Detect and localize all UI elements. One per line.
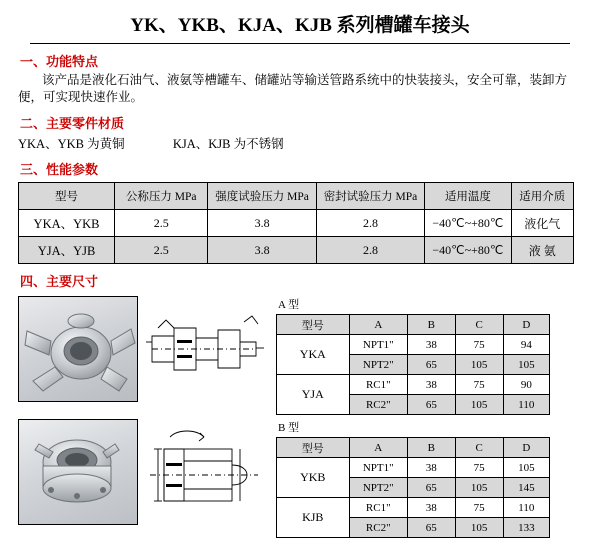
material-right: KJA、KJB 为不锈钢 — [172, 137, 284, 151]
dimB-r1-c2: 65 — [408, 478, 456, 498]
dimA-r1-c3: 105 — [455, 355, 503, 375]
dimA-header-2: B — [408, 315, 456, 335]
table-row — [277, 335, 550, 355]
dimB-header-1: A — [349, 438, 407, 458]
dimA-header-0: 型号 — [277, 315, 350, 335]
dimB-header-2: B — [408, 438, 456, 458]
dimB-r1-c4: 145 — [503, 478, 549, 498]
dimension-table-a-label: A 型 — [278, 299, 300, 311]
dimB-header-4: D — [503, 438, 549, 458]
spec-r1-c0: YJA、YJB — [19, 237, 115, 264]
dimB-header-0: 型号 — [277, 438, 350, 458]
dimB-r3-c3: 105 — [455, 518, 503, 538]
dimB-header-3: C — [455, 438, 503, 458]
spec-r1-c3: 2.8 — [316, 237, 424, 264]
title-divider — [30, 43, 570, 44]
spec-r1-c4: −40℃~+80℃ — [425, 237, 511, 264]
features-paragraph: 该产品是液化石油气、液氨等槽罐车、储罐站等输送管路系统中的快装接头，安全可靠，装卸方便，可实现快速作业。 — [18, 73, 568, 104]
dimB-model-0: YKB — [277, 458, 350, 498]
dimA-model-0: YKA — [277, 335, 350, 375]
section-heading-features: 一、功能特点 — [20, 54, 99, 69]
dimA-r2-c4: 90 — [503, 375, 549, 395]
table-header-row — [277, 315, 550, 335]
dimA-r3-c2: 65 — [408, 395, 456, 415]
dimB-r1-c1: NPT2" — [349, 478, 407, 498]
dimA-model-1: YJA — [277, 375, 350, 415]
spec-header-4: 适用温度 — [425, 183, 511, 210]
dimension-table-b — [276, 437, 550, 538]
dimB-r3-c4: 133 — [503, 518, 549, 538]
dimA-header-4: D — [503, 315, 549, 335]
dimA-r1-c1: NPT2" — [349, 355, 407, 375]
section-heading-performance: 三、性能参数 — [20, 162, 99, 177]
dimA-r3-c4: 110 — [503, 395, 549, 415]
spec-header-5: 适用介质 — [511, 183, 573, 210]
dimension-table-b-label: B 型 — [278, 422, 300, 434]
coupling-photo-a — [18, 296, 138, 402]
dimA-r0-c1: NPT1" — [349, 335, 407, 355]
spec-r0-c5: 液化气 — [511, 210, 573, 237]
dimension-row-a — [18, 296, 600, 415]
dimA-r2-c3: 75 — [455, 375, 503, 395]
spec-header-1: 公称压力 MPa — [115, 183, 208, 210]
dimA-r3-c3: 105 — [455, 395, 503, 415]
table-row — [19, 210, 574, 237]
dimA-r1-c2: 65 — [408, 355, 456, 375]
dimB-r3-c2: 65 — [408, 518, 456, 538]
table-row — [277, 458, 550, 478]
dimA-r1-c4: 105 — [503, 355, 549, 375]
dimension-table-b-wrap — [276, 419, 550, 538]
spec-header-3: 密封试验压力 MPa — [316, 183, 424, 210]
dimA-r2-c2: 38 — [408, 375, 456, 395]
spec-r1-c5: 液 氨 — [511, 237, 573, 264]
dimB-r0-c1: NPT1" — [349, 458, 407, 478]
spec-r0-c0: YKA、YKB — [19, 210, 115, 237]
dimB-r2-c4: 110 — [503, 498, 549, 518]
dimB-r3-c1: RC2" — [349, 518, 407, 538]
dimB-model-1: KJB — [277, 498, 350, 538]
coupling-drawing-b — [144, 419, 266, 523]
table-header-row — [19, 183, 574, 210]
dimB-r2-c3: 75 — [455, 498, 503, 518]
coupling-photo-b — [18, 419, 138, 525]
dimA-r3-c1: RC2" — [349, 395, 407, 415]
section-heading-dimensions: 四、主要尺寸 — [20, 274, 99, 289]
material-left: YKA、YKB 为黄铜 — [18, 137, 125, 151]
table-header-row — [277, 438, 550, 458]
dimB-r0-c3: 75 — [455, 458, 503, 478]
spec-r0-c1: 2.5 — [115, 210, 208, 237]
dimA-r2-c1: RC1" — [349, 375, 407, 395]
material-line — [18, 134, 600, 152]
dimensions-section — [0, 296, 600, 538]
dimA-r0-c4: 94 — [503, 335, 549, 355]
dimension-table-a-wrap — [276, 296, 550, 415]
dimA-r0-c2: 38 — [408, 335, 456, 355]
dimA-header-1: A — [349, 315, 407, 335]
table-row — [277, 498, 550, 518]
spec-r0-c3: 2.8 — [316, 210, 424, 237]
section-heading-material: 二、主要零件材质 — [20, 116, 125, 131]
dimB-r1-c3: 105 — [455, 478, 503, 498]
coupling-drawing-a — [144, 296, 266, 400]
page-title: YK、YKB、KJA、KJB 系列槽罐车接头 — [130, 15, 470, 36]
table-row — [277, 375, 550, 395]
spec-table — [18, 182, 574, 264]
spec-r1-c1: 2.5 — [115, 237, 208, 264]
dimA-r0-c3: 75 — [455, 335, 503, 355]
spec-r1-c2: 3.8 — [208, 237, 316, 264]
spec-r0-c4: −40℃~+80℃ — [425, 210, 511, 237]
dimB-r2-c1: RC1" — [349, 498, 407, 518]
spec-header-2: 强度试验压力 MPa — [208, 183, 316, 210]
dimension-table-a — [276, 314, 550, 415]
dimA-header-3: C — [455, 315, 503, 335]
dimension-row-b — [18, 419, 600, 538]
spec-r0-c2: 3.8 — [208, 210, 316, 237]
dimB-r2-c2: 38 — [408, 498, 456, 518]
dimB-r0-c4: 105 — [503, 458, 549, 478]
spec-header-0: 型号 — [19, 183, 115, 210]
table-row — [19, 237, 574, 264]
dimB-r0-c2: 38 — [408, 458, 456, 478]
